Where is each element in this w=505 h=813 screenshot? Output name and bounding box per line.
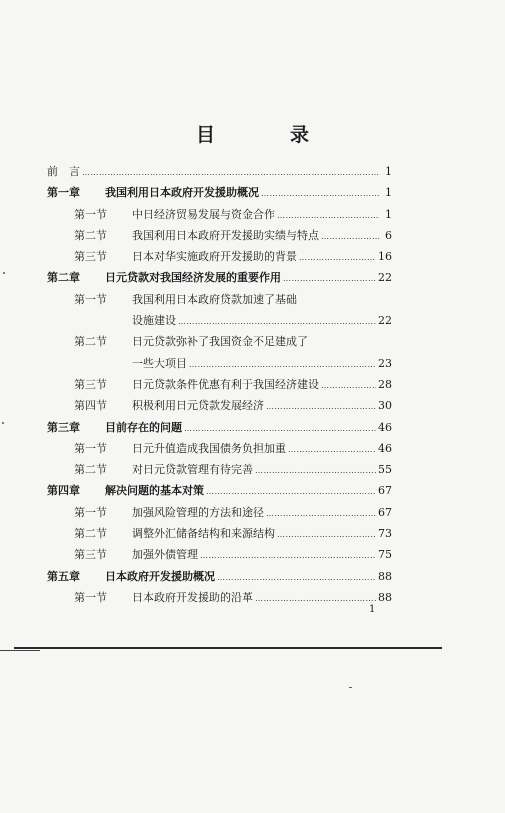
toc-page-number: 1 bbox=[385, 186, 392, 200]
leader-dots bbox=[178, 316, 376, 327]
toc-section-label: 第三节 bbox=[74, 548, 107, 562]
toc-section-entry bbox=[47, 548, 392, 561]
toc-section-entry bbox=[47, 463, 392, 476]
leader-dots bbox=[184, 423, 376, 434]
toc-page-number: 67 bbox=[378, 505, 392, 519]
toc-entry-title: 日元贷款对我国经济发展的重要作用 bbox=[105, 271, 281, 285]
toc-entry-title: 我国利用日本政府贷款加速了基础 bbox=[132, 292, 297, 306]
toc-chapter-label: 第五章 bbox=[47, 569, 80, 583]
toc-section-label: 第四节 bbox=[74, 399, 107, 413]
toc-page-number: 75 bbox=[378, 548, 392, 562]
toc-page-number: 88 bbox=[378, 590, 392, 604]
page-number: 1 bbox=[369, 604, 376, 615]
toc-chapter-label: 第二章 bbox=[47, 271, 80, 285]
leader-dots bbox=[266, 508, 376, 519]
toc-page-number: 1 bbox=[385, 165, 392, 178]
toc-page-number: 22 bbox=[378, 314, 392, 328]
leader-dots bbox=[255, 593, 376, 604]
toc-page-number: 28 bbox=[378, 377, 392, 391]
toc-entry-title: 解决问题的基本对策 bbox=[105, 484, 204, 498]
toc-entry-title: 对日元贷款管理有待完善 bbox=[132, 463, 253, 477]
leader-dots bbox=[266, 401, 376, 412]
toc-entry-title: 调整外汇储备结构和来源结构 bbox=[132, 527, 275, 541]
leader-dots bbox=[189, 359, 376, 370]
toc-section-label: 第二节 bbox=[74, 335, 107, 349]
toc-section-entry bbox=[47, 208, 392, 221]
toc-entry-title: 日本政府开发援助的沿革 bbox=[132, 590, 253, 604]
toc-page-number: 30 bbox=[378, 399, 392, 413]
toc-page-number: 55 bbox=[378, 463, 392, 477]
leader-dots bbox=[277, 210, 380, 221]
toc-section-label: 第一节 bbox=[74, 292, 107, 306]
toc-entry-title: 中日经济贸易发展与资金合作 bbox=[132, 207, 275, 221]
toc-section-entry bbox=[47, 442, 392, 455]
toc-entry-title: 积极利用日元贷款发展经济 bbox=[132, 399, 264, 413]
toc-chapter-entry bbox=[47, 271, 392, 284]
leader-dots bbox=[261, 188, 380, 199]
toc-page-number: 73 bbox=[378, 527, 392, 541]
scan-speck bbox=[3, 272, 5, 274]
bottom-rule-left bbox=[0, 650, 40, 651]
toc-section-label: 第一节 bbox=[74, 441, 107, 455]
toc-section-label: 第一节 bbox=[74, 590, 107, 604]
scan-speck bbox=[2, 422, 4, 424]
bottom-rule bbox=[14, 647, 442, 649]
toc-page-number: 6 bbox=[385, 228, 392, 242]
toc-page-number: 67 bbox=[378, 484, 392, 498]
toc-page-number: 88 bbox=[378, 569, 392, 583]
toc-section-entry bbox=[47, 378, 392, 391]
leader-dots bbox=[200, 550, 376, 561]
toc-page-number: 22 bbox=[378, 271, 392, 285]
leader-dots bbox=[321, 380, 376, 391]
leader-dots bbox=[217, 572, 376, 583]
toc-section-label: 第三节 bbox=[74, 250, 107, 264]
toc-chapter-entry bbox=[47, 165, 392, 178]
toc-entry-title: 加强风险管理的方法和途径 bbox=[132, 505, 264, 519]
toc-chapter-entry bbox=[47, 484, 392, 497]
toc-section-entry bbox=[47, 527, 392, 540]
toc-entry bbox=[47, 293, 392, 327]
table-of-contents bbox=[47, 165, 392, 612]
toc-section-entry bbox=[47, 250, 392, 263]
toc-entry-title: 目前存在的问题 bbox=[105, 420, 182, 434]
leader-dots bbox=[321, 231, 380, 242]
toc-section-label: 第二节 bbox=[74, 463, 107, 477]
toc-page-number: 16 bbox=[378, 250, 392, 264]
toc-entry-title: 日元贷款弥补了我国资金不足建成了 bbox=[132, 335, 308, 349]
toc-title: 目 录 bbox=[195, 124, 337, 146]
toc-chapter-entry bbox=[47, 570, 392, 583]
toc-page-number: 23 bbox=[378, 356, 392, 370]
toc-chapter-entry bbox=[47, 186, 392, 199]
toc-section-label: 第一节 bbox=[74, 207, 107, 221]
toc-section-entry bbox=[47, 229, 392, 242]
toc-entry-title: 日元升值造成我国债务负担加重 bbox=[132, 441, 286, 455]
toc-section-entry bbox=[47, 506, 392, 519]
leader-dots bbox=[299, 252, 376, 263]
toc-page-number: 1 bbox=[385, 207, 392, 221]
leader-dots bbox=[277, 529, 376, 540]
toc-entry-title-continued: 一些大项目 bbox=[132, 356, 187, 370]
toc-page-number: 46 bbox=[378, 420, 392, 434]
leader-dots bbox=[255, 465, 376, 476]
toc-section-label: 第二节 bbox=[74, 527, 107, 541]
toc-chapter-entry bbox=[47, 421, 392, 434]
toc-entry-title: 日元贷款条件优惠有利于我国经济建设 bbox=[132, 377, 319, 391]
toc-entry-title-continued: 设施建设 bbox=[132, 314, 176, 328]
toc-entry bbox=[47, 335, 392, 369]
toc-chapter-label: 第四章 bbox=[47, 484, 80, 498]
toc-section-label: 第一节 bbox=[74, 505, 107, 519]
leader-dots bbox=[288, 444, 376, 455]
toc-section-label: 第二节 bbox=[74, 228, 107, 242]
toc-entry-title: 日本政府开发援助概况 bbox=[105, 569, 215, 583]
toc-chapter-label: 前 言 bbox=[47, 165, 80, 178]
toc-chapter-label: 第一章 bbox=[47, 186, 80, 200]
leader-dots bbox=[206, 486, 376, 497]
scan-speck bbox=[349, 687, 352, 688]
toc-entry-title: 加强外债管理 bbox=[132, 548, 198, 562]
leader-dots bbox=[283, 273, 376, 284]
leader-dots bbox=[82, 167, 380, 178]
toc-section-label: 第三节 bbox=[74, 377, 107, 391]
toc-page-number: 46 bbox=[378, 441, 392, 455]
toc-entry-title: 我国利用日本政府开发援助实绩与特点 bbox=[132, 228, 319, 242]
toc-section-entry bbox=[47, 591, 392, 604]
toc-chapter-label: 第三章 bbox=[47, 420, 80, 434]
toc-section-entry bbox=[47, 399, 392, 412]
toc-entry-title: 我国利用日本政府开发援助概况 bbox=[105, 186, 259, 200]
toc-entry-title: 日本对华实施政府开发援助的背景 bbox=[132, 250, 297, 264]
